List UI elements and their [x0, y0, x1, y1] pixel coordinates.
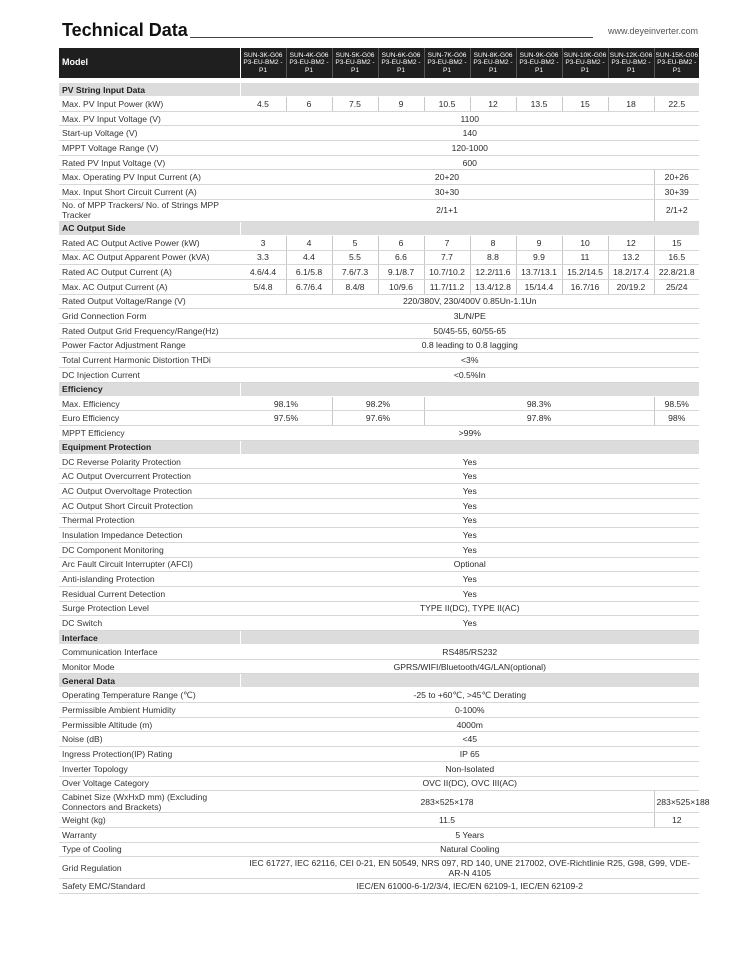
spec-label: Communication Interface	[59, 645, 240, 660]
spec-row-euro-efficiency	[59, 411, 699, 426]
model-header-row	[59, 48, 699, 78]
model-name: SUN-15K-G06 P3-EU-BM2 -P1	[654, 48, 699, 78]
spec-label: Rated Output Voltage/Range (V)	[59, 294, 240, 309]
spec-value: 25/24	[654, 279, 699, 294]
spec-value: 283×525×188	[654, 791, 699, 813]
model-label: Model	[59, 48, 240, 78]
spec-label: Max. Input Short Circuit Current (A)	[59, 185, 240, 200]
section-title: Interface	[59, 631, 240, 645]
spec-value: 18	[608, 97, 654, 112]
spec-value: 120-1000	[240, 141, 699, 156]
spec-row-mppt-voltage-range-v	[59, 141, 699, 156]
spec-value: IEC/EN 61000-6-1/2/3/4, IEC/EN 62109-1, IEC/EN 62109-2	[240, 879, 699, 894]
spec-value: 10	[562, 235, 608, 250]
spec-value: 8.4/8	[332, 279, 378, 294]
page-title: Technical Data	[62, 20, 188, 40]
spec-value: 3.3	[240, 250, 286, 265]
spec-label: Inverter Topology	[59, 761, 240, 776]
spec-value: Yes	[240, 498, 699, 513]
spec-label: Permissible Ambient Humidity	[59, 703, 240, 718]
spec-value: 283×525×178	[240, 791, 654, 813]
spec-row-warranty	[59, 827, 699, 842]
spec-label: Type of Cooling	[59, 842, 240, 857]
section-fill	[240, 631, 699, 645]
spec-label: Rated AC Output Active Power (kW)	[59, 235, 240, 250]
spec-row-arc-fault-circuit-interrupter-afci	[59, 557, 699, 572]
spec-value: Yes	[240, 542, 699, 557]
spec-label: Residual Current Detection	[59, 586, 240, 601]
spec-row-surge-protection-level	[59, 601, 699, 616]
section-title: PV String Input Data	[59, 83, 240, 97]
spec-value: 8.8	[470, 250, 516, 265]
spec-label: Max. AC Output Current (A)	[59, 279, 240, 294]
spec-value: 11.7/11.2	[424, 279, 470, 294]
spec-label: Permissible Altitude (m)	[59, 717, 240, 732]
spec-row-max-ac-output-current-a	[59, 279, 699, 294]
spec-row-max-ac-output-apparent-power-kva	[59, 250, 699, 265]
spec-row-thermal-protection	[59, 513, 699, 528]
spec-row-mppt-efficiency	[59, 426, 699, 441]
spec-row-ac-output-overcurrent-protection	[59, 469, 699, 484]
spec-value: 4	[286, 235, 332, 250]
spec-row-cabinet-size-wxhxd-mm-excluding-connecto	[59, 791, 699, 813]
section-fill	[240, 440, 699, 454]
spec-row-insulation-impedance-detection	[59, 528, 699, 543]
spec-value: Yes	[240, 572, 699, 587]
spec-value: 3L/N/PE	[240, 309, 699, 324]
model-name: SUN-8K-G06 P3-EU-BM2 -P1	[470, 48, 516, 78]
spec-label: Max. Operating PV Input Current (A)	[59, 170, 240, 185]
spec-value: Optional	[240, 557, 699, 572]
spec-value: 6.6	[378, 250, 424, 265]
section-efficiency	[59, 382, 699, 396]
spec-value: 2/1+2	[654, 199, 699, 221]
spec-value: 12.2/11.6	[470, 265, 516, 280]
section-fill	[240, 674, 699, 688]
spec-value: 9	[378, 97, 424, 112]
spec-label: Operating Temperature Range (℃)	[59, 688, 240, 703]
spec-value: 4.5	[240, 97, 286, 112]
spec-value: 97.5%	[240, 411, 332, 426]
model-name: SUN-9K-G06 P3-EU-BM2 -P1	[516, 48, 562, 78]
spec-value: Yes	[240, 528, 699, 543]
spec-value: 9.1/8.7	[378, 265, 424, 280]
spec-value: 9.9	[516, 250, 562, 265]
spec-label: AC Output Overcurrent Protection	[59, 469, 240, 484]
spec-value: 97.6%	[332, 411, 424, 426]
spec-row-ac-output-overvoltage-protection	[59, 484, 699, 499]
spec-value: 2/1+1	[240, 199, 654, 221]
spec-value: 98%	[654, 411, 699, 426]
spec-value: 5 Years	[240, 827, 699, 842]
section-interface	[59, 631, 699, 645]
spec-value: 5	[332, 235, 378, 250]
spec-row-rated-output-voltage-range-v	[59, 294, 699, 309]
spec-value: 22.8/21.8	[654, 265, 699, 280]
spec-value: 20+26	[654, 170, 699, 185]
spec-value: 10.5	[424, 97, 470, 112]
page-header	[62, 20, 698, 46]
spec-value: 98.2%	[332, 396, 424, 411]
website-url: www.deyeinverter.com	[607, 26, 698, 36]
technical-data-table	[59, 48, 710, 894]
spec-value: 7	[424, 235, 470, 250]
spec-row-safety-emc-standard	[59, 879, 699, 894]
spec-label: Warranty	[59, 827, 240, 842]
spec-value: 12	[608, 235, 654, 250]
spec-value: 140	[240, 126, 699, 141]
spec-label: Max. AC Output Apparent Power (kVA)	[59, 250, 240, 265]
spec-value: <3%	[240, 353, 699, 368]
spec-value: 6	[286, 97, 332, 112]
spec-row-total-current-harmonic-distortion-thdi	[59, 353, 699, 368]
spec-value: 0-100%	[240, 703, 699, 718]
spec-value: 600	[240, 155, 699, 170]
spec-value: 6.7/6.4	[286, 279, 332, 294]
spec-row-grid-regulation	[59, 857, 699, 879]
spec-value: 10.7/10.2	[424, 265, 470, 280]
spec-row-monitor-mode	[59, 659, 699, 674]
spec-label: Start-up Voltage (V)	[59, 126, 240, 141]
spec-label: Weight (kg)	[59, 813, 240, 828]
section-title: Equipment Protection	[59, 440, 240, 454]
spec-value: OVC II(DC), OVC III(AC)	[240, 776, 699, 791]
spec-value: IEC 61727, IEC 62116, CEI 0-21, EN 50549, NRS 097, RD 140, UNE 217002, OVE-Richtlinie R25, G98, G99, VDE-AR-N 4105	[240, 857, 699, 879]
spec-value: 13.7/13.1	[516, 265, 562, 280]
spec-value: >99%	[240, 426, 699, 441]
spec-row-operating-temperature-range	[59, 688, 699, 703]
spec-label: DC Component Monitoring	[59, 542, 240, 557]
spec-label: Noise (dB)	[59, 732, 240, 747]
spec-label: Cabinet Size (WxHxD mm) (Excluding Connectors and Brackets)	[59, 791, 240, 813]
spec-row-rated-pv-input-voltage-v	[59, 155, 699, 170]
spec-value: Yes	[240, 586, 699, 601]
spec-value: Yes	[240, 469, 699, 484]
spec-row-weight-kg	[59, 813, 699, 828]
spec-value: 97.8%	[424, 411, 654, 426]
spec-row-max-pv-input-voltage-v	[59, 111, 699, 126]
spec-value: 30+30	[240, 185, 654, 200]
spec-row-start-up-voltage-v	[59, 126, 699, 141]
spec-row-over-voltage-category	[59, 776, 699, 791]
spec-value: 7.6/7.3	[332, 265, 378, 280]
spec-row-permissible-altitude-m	[59, 717, 699, 732]
spec-label: DC Switch	[59, 616, 240, 631]
spec-row-dc-component-monitoring	[59, 542, 699, 557]
spec-value: RS485/RS232	[240, 645, 699, 660]
spec-row-rated-ac-output-active-power-kw	[59, 235, 699, 250]
spec-row-anti-islanding-protection	[59, 572, 699, 587]
spec-value: 220/380V, 230/400V 0.85Un-1.1Un	[240, 294, 699, 309]
spec-row-inverter-topology	[59, 761, 699, 776]
spec-value: GPRS/WIFI/Bluetooth/4G/LAN(optional)	[240, 659, 699, 674]
section-fill	[240, 83, 699, 97]
spec-value: 15/14.4	[516, 279, 562, 294]
spec-value: Yes	[240, 616, 699, 631]
spec-value: 1100	[240, 111, 699, 126]
spec-label: Arc Fault Circuit Interrupter (AFCI)	[59, 557, 240, 572]
spec-label: Surge Protection Level	[59, 601, 240, 616]
spec-row-max-input-short-circuit-current-a	[59, 185, 699, 200]
spec-value: 4.6/4.4	[240, 265, 286, 280]
spec-label: Max. PV Input Power (kW)	[59, 97, 240, 112]
spec-label: Total Current Harmonic Distortion THDi	[59, 353, 240, 368]
spec-label: DC Injection Current	[59, 368, 240, 383]
spec-label: Rated Output Grid Frequency/Range(Hz)	[59, 323, 240, 338]
model-name: SUN-3K-G06 P3-EU-BM2 -P1	[240, 48, 286, 78]
spec-row-dc-reverse-polarity-protection	[59, 454, 699, 469]
spec-value: Yes	[240, 454, 699, 469]
section-fill	[240, 221, 699, 235]
spec-label: Max. PV Input Voltage (V)	[59, 111, 240, 126]
section-ac-output-side	[59, 221, 699, 235]
spec-value: 18.2/17.4	[608, 265, 654, 280]
spec-label: Over Voltage Category	[59, 776, 240, 791]
spec-value: 16.5	[654, 250, 699, 265]
spec-row-rated-ac-output-current-a	[59, 265, 699, 280]
spec-label: Max. Efficiency	[59, 396, 240, 411]
model-name: SUN-4K-G06 P3-EU-BM2 -P1	[286, 48, 332, 78]
section-title: Efficiency	[59, 382, 240, 396]
spec-value: 15	[654, 235, 699, 250]
spec-value: 15	[562, 97, 608, 112]
spec-label: Monitor Mode	[59, 659, 240, 674]
spec-value: TYPE II(DC), TYPE II(AC)	[240, 601, 699, 616]
spec-label: Rated AC Output Current (A)	[59, 265, 240, 280]
spec-row-power-factor-adjustment-range	[59, 338, 699, 353]
spec-row-max-pv-input-power-kw	[59, 97, 699, 112]
spec-label: Anti-islanding Protection	[59, 572, 240, 587]
spec-row-max-efficiency	[59, 396, 699, 411]
spec-row-max-operating-pv-input-current-a	[59, 170, 699, 185]
spec-value: 98.1%	[240, 396, 332, 411]
spec-label: Grid Regulation	[59, 857, 240, 879]
spec-value: IP 65	[240, 747, 699, 762]
model-name: SUN-7K-G06 P3-EU-BM2 -P1	[424, 48, 470, 78]
spec-value: 13.5	[516, 97, 562, 112]
spec-value: 20/19.2	[608, 279, 654, 294]
spec-value: 15.2/14.5	[562, 265, 608, 280]
spec-value: 12	[470, 97, 516, 112]
spec-value: 98.5%	[654, 396, 699, 411]
spec-value: 8	[470, 235, 516, 250]
spec-value: 13.2	[608, 250, 654, 265]
spec-row-rated-output-grid-frequency-range-hz	[59, 323, 699, 338]
spec-value: <0.5%In	[240, 368, 699, 383]
spec-value: 20+20	[240, 170, 654, 185]
spec-label: Safety EMC/Standard	[59, 879, 240, 894]
spec-value: Yes	[240, 484, 699, 499]
spec-value: 12	[654, 813, 699, 828]
spec-label: Ingress Protection(IP) Rating	[59, 747, 240, 762]
spec-label: MPPT Efficiency	[59, 426, 240, 441]
section-equipment-protection	[59, 440, 699, 454]
model-name: SUN-6K-G06 P3-EU-BM2 -P1	[378, 48, 424, 78]
section-title: General Data	[59, 674, 240, 688]
spec-value: 5.5	[332, 250, 378, 265]
spec-value: 6	[378, 235, 424, 250]
spec-label: No. of MPP Trackers/ No. of Strings MPP Tracker	[59, 199, 240, 221]
section-title: AC Output Side	[59, 221, 240, 235]
spec-value: <45	[240, 732, 699, 747]
spec-value: 7.7	[424, 250, 470, 265]
spec-row-noise-db	[59, 732, 699, 747]
spec-value: 0.8 leading to 0.8 lagging	[240, 338, 699, 353]
spec-value: 3	[240, 235, 286, 250]
model-name: SUN-10K-G06 P3-EU-BM2 -P1	[562, 48, 608, 78]
spec-row-permissible-ambient-humidity	[59, 703, 699, 718]
spec-value: 30+39	[654, 185, 699, 200]
spec-label: Thermal Protection	[59, 513, 240, 528]
spec-value: 16.7/16	[562, 279, 608, 294]
spec-value: 7.5	[332, 97, 378, 112]
spec-value: 4000m	[240, 717, 699, 732]
spec-row-no-of-mpp-trackers-no-of-strings-mpp-tra	[59, 199, 699, 221]
section-fill	[240, 382, 699, 396]
spec-row-communication-interface	[59, 645, 699, 660]
spec-value: 5/4.8	[240, 279, 286, 294]
spec-label: AC Output Short Circuit Protection	[59, 498, 240, 513]
spec-row-grid-connection-form	[59, 309, 699, 324]
title-rule	[190, 37, 593, 38]
spec-label: Grid Connection Form	[59, 309, 240, 324]
spec-value: 11.5	[240, 813, 654, 828]
model-name: SUN-12K-G06 P3-EU-BM2 -P1	[608, 48, 654, 78]
section-general-data	[59, 674, 699, 688]
spec-row-residual-current-detection	[59, 586, 699, 601]
spec-value: 50/45-55, 60/55-65	[240, 323, 699, 338]
spec-value: 6.1/5.8	[286, 265, 332, 280]
spec-value: 9	[516, 235, 562, 250]
spec-label: DC Reverse Polarity Protection	[59, 454, 240, 469]
spec-value: 22.5	[654, 97, 699, 112]
spec-label: MPPT Voltage Range (V)	[59, 141, 240, 156]
spec-value: Natural Cooling	[240, 842, 699, 857]
spec-label: AC Output Overvoltage Protection	[59, 484, 240, 499]
spec-value: 11	[562, 250, 608, 265]
spec-row-type-of-cooling	[59, 842, 699, 857]
spec-value: Yes	[240, 513, 699, 528]
spec-value: 4.4	[286, 250, 332, 265]
spec-label: Insulation Impedance Detection	[59, 528, 240, 543]
spec-row-ingress-protection-ip-rating	[59, 747, 699, 762]
spec-value: Non-Isolated	[240, 761, 699, 776]
spec-value: 98.3%	[424, 396, 654, 411]
model-name: SUN-5K-G06 P3-EU-BM2 -P1	[332, 48, 378, 78]
spec-label: Euro Efficiency	[59, 411, 240, 426]
spec-label: Power Factor Adjustment Range	[59, 338, 240, 353]
spec-value: 10/9.6	[378, 279, 424, 294]
spec-row-ac-output-short-circuit-protection	[59, 498, 699, 513]
spec-value: -25 to +60℃, >45℃ Derating	[240, 688, 699, 703]
spec-row-dc-injection-current	[59, 368, 699, 383]
section-pv-string-input-data	[59, 83, 699, 97]
spec-label: Rated PV Input Voltage (V)	[59, 155, 240, 170]
spec-row-dc-switch	[59, 616, 699, 631]
spec-value: 13.4/12.8	[470, 279, 516, 294]
